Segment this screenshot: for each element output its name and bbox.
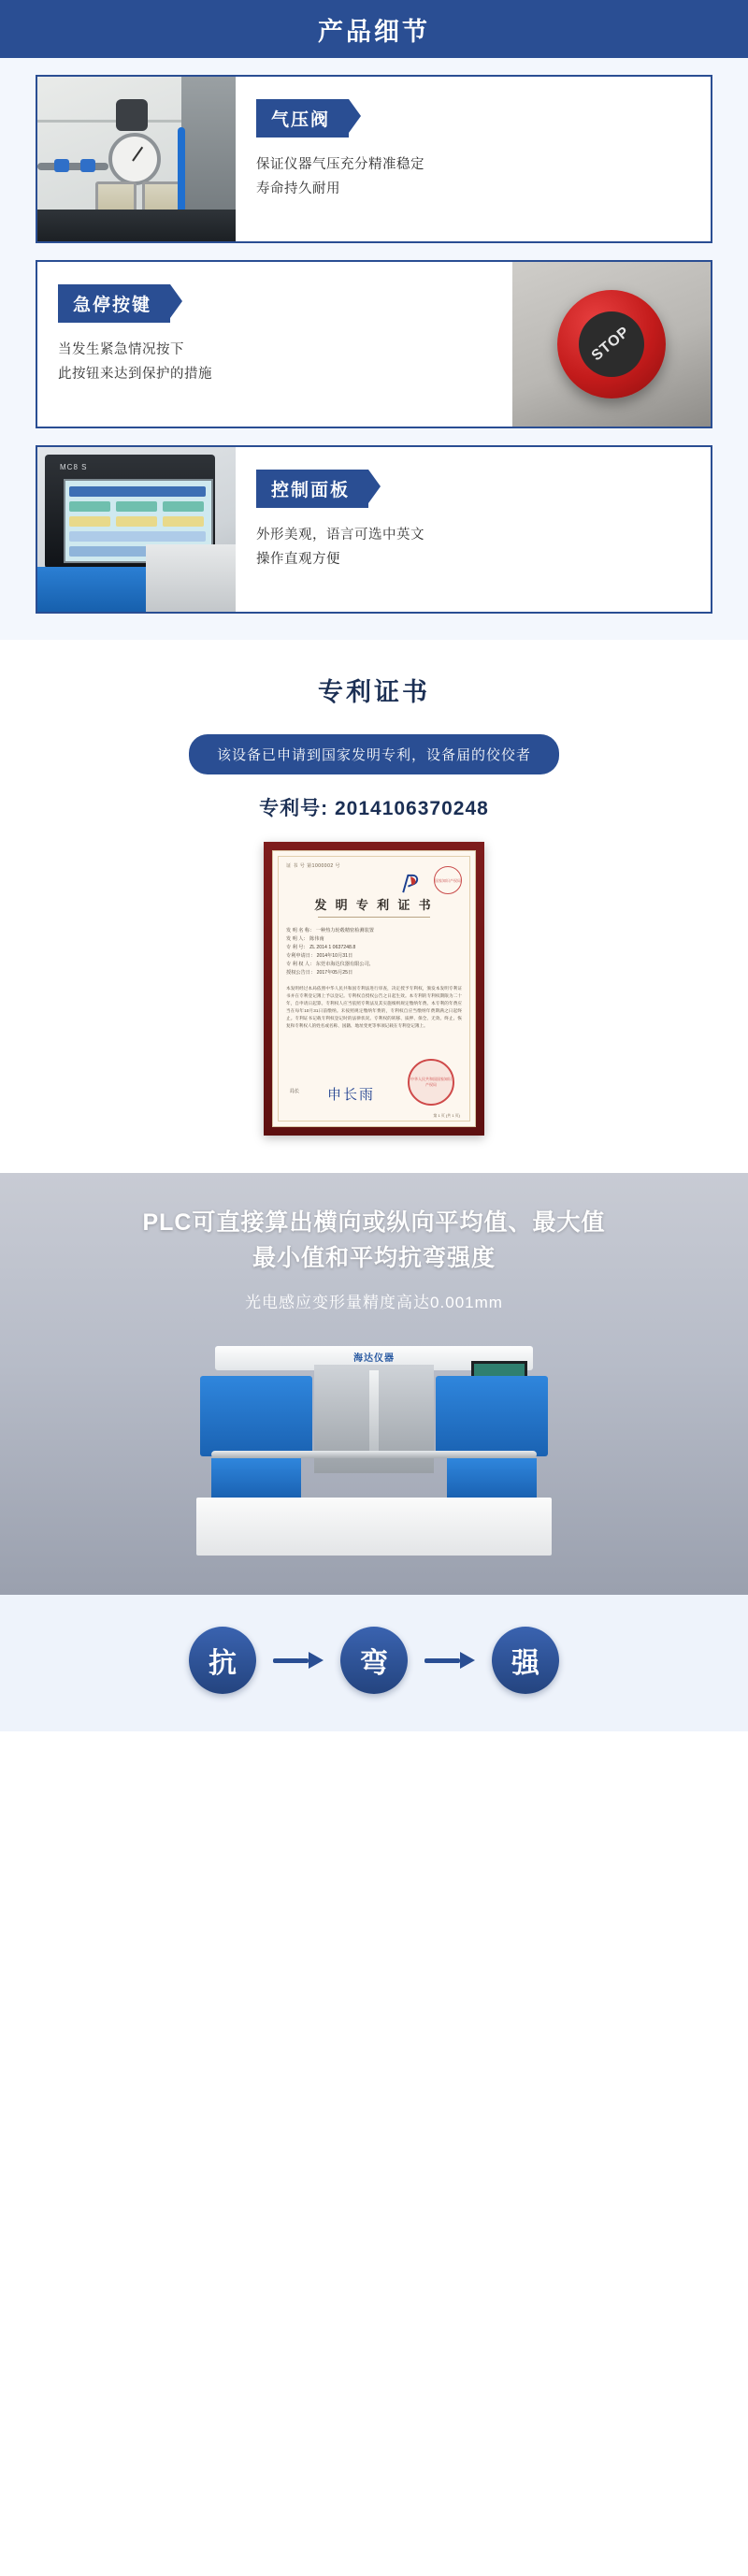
certificate-field: 发 明 人： 陈伟南 (286, 936, 324, 942)
slogan-char-3: 强 (492, 1627, 559, 1694)
certificate-title: 发 明 专 利 证 书 (314, 898, 434, 912)
patent-badge: 该设备已申请到国家发明专利，设备届的佼佼者 (189, 734, 559, 774)
bending-test-machine-photo (131, 1333, 617, 1567)
detail-tag-air-valve: 气压阀 (256, 99, 349, 137)
detail-card-text (236, 447, 711, 612)
detail-card-emergency-stop (36, 260, 712, 428)
plc-title-line1: PLC可直接算出横向或纵向平均值、最大值 (142, 1209, 606, 1236)
detail-desc-line1: 外形美观，语言可选中英文 (256, 528, 424, 543)
slogan-char-1: 抗 (189, 1627, 256, 1694)
plc-subtitle: 光电感应变形量精度高达0.001mm (245, 1294, 503, 1311)
certificate-field: 发 明 名 称： 一种热力轮毂精密检测装置 (286, 928, 374, 933)
control-panel-photo: MC8 S (37, 447, 236, 612)
detail-desc-line1: 保证仪器气压充分精准稳定 (256, 157, 424, 172)
patent-certificate-image (264, 842, 484, 1136)
plc-feature-section (0, 1173, 748, 1595)
arrow-right-icon (424, 1650, 475, 1671)
detail-card-air-valve (36, 75, 712, 243)
certificate-serial: 证 书 号 第1000002 号 (286, 863, 341, 869)
air-pressure-valve-photo (37, 77, 236, 241)
detail-desc-line2: 操作直观方便 (256, 552, 340, 567)
detail-tag-control-panel: 控制面板 (256, 470, 368, 508)
certificate-field: 授权公告日： 2017年05月25日 (286, 970, 353, 976)
emergency-stop-button-photo: STOP (512, 262, 711, 427)
detail-card-text (236, 77, 711, 241)
slogan-section (0, 1595, 748, 1731)
certificate-sign-label: 局长 (290, 1089, 300, 1094)
slogan-char-2: 弯 (340, 1627, 408, 1694)
detail-desc-line1: 当发生紧急情况按下 (58, 342, 184, 357)
product-details-section (0, 0, 748, 640)
certificate-paragraph: 本发明经过本局依照中华人民共和国专利法进行审查，决定授予专利权，颁发本发明专利证书并在专利登记簿上予以登记。专利权自授权公告之日起生效。本专利的专利权期限为二十年，自申请日起算。专利权人应当依照专利法及其实施细则规定缴纳年费。本专利的年费应当在每年10月31日前缴纳。未按照规定缴纳年费的，专利权自应当缴纳年费期满之日起终止。专利证书记载专利权登记时的法律状况。专利权的转移、质押、保全、无效、终止、恢复和专利权人的姓名或名称、国籍、地址变更等事项记载在专利登记簿上。 (286, 986, 462, 1028)
certificate-red-seal: 中华人民共和国国家知识产权局 (408, 1059, 454, 1106)
detail-card-text (37, 262, 512, 427)
certificate-field: 专 利 号： ZL 2014 1 0637248.8 (286, 945, 356, 950)
patent-office-logo-icon (398, 872, 423, 896)
detail-desc-line2: 寿命持久耐用 (256, 181, 340, 196)
certificate-field: 专 利 权 人： 东莞市海达仪器有限公司, (286, 962, 371, 967)
certificate-signature: 申长雨 (327, 1088, 376, 1103)
certificate-field: 专利申请日： 2014年10月31日 (286, 953, 353, 959)
detail-card-control-panel (36, 445, 712, 614)
detail-desc-line2: 此按钮来达到保护的措施 (58, 367, 212, 382)
patent-section-title: 专利证书 (318, 678, 430, 706)
plc-title-line2: 最小值和平均抗弯强度 (252, 1245, 496, 1271)
patent-section (0, 640, 748, 1173)
certificate-footer: 第 1 页 (共 1 页) (433, 1113, 460, 1118)
detail-tag-emergency-stop: 急停按键 (58, 284, 170, 323)
arrow-right-icon (273, 1650, 324, 1671)
section-banner (0, 0, 748, 58)
machine-brand-label: 海达仪器 (353, 1353, 395, 1364)
certificate-top-seal: 国家知识产权局 (434, 866, 462, 894)
page-title: 产品细节 (318, 17, 430, 46)
patent-number: 专利号: 2014106370248 (259, 798, 489, 819)
